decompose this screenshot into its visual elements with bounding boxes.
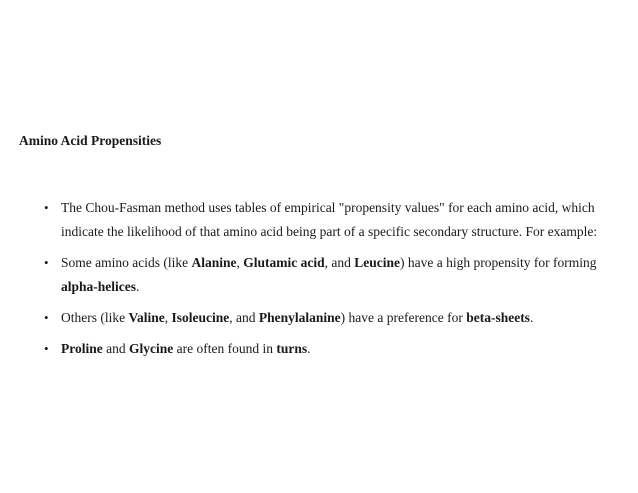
bullet-item — [44, 196, 604, 244]
bullet-item — [44, 337, 604, 361]
bullet-dot-icon: • — [44, 310, 49, 325]
text-segment: ) have a high propensity for forming — [400, 255, 597, 270]
bold-term: Proline — [61, 341, 103, 356]
text-segment: The Chou-Fasman method uses tables of empirical "propensity values" for each amino acid, which indicate the likelihood of that amino acid being part of a specific secondary structure. For example: — [61, 200, 598, 239]
text-segment: Some amino acids (like — [61, 255, 192, 270]
bold-term: Phenylalanine — [258, 310, 341, 325]
bullet-item — [44, 251, 604, 299]
bold-term: alpha-helices — [61, 279, 137, 294]
text-segment: . — [136, 279, 140, 294]
text-segment: are often found in — [173, 341, 277, 356]
bullet-list — [44, 196, 604, 368]
bullet-text — [61, 341, 310, 356]
text-segment: , and — [229, 310, 259, 325]
bold-term: Leucine — [354, 255, 400, 270]
text-segment: and — [102, 341, 129, 356]
text-segment: Others (like — [61, 310, 129, 325]
bullet-item — [44, 306, 604, 330]
bullet-dot-icon: • — [44, 255, 49, 270]
bullet-text — [61, 255, 596, 294]
bold-term: Glycine — [129, 341, 174, 356]
text-segment: . — [529, 310, 534, 325]
bullet-dot-icon: • — [44, 341, 49, 356]
text-segment: ) have a preference for — [340, 310, 467, 325]
bold-term: turns — [276, 341, 308, 356]
bullet-text — [61, 310, 533, 325]
bold-term: Alanine — [191, 255, 237, 270]
text-segment: , and — [324, 255, 355, 270]
bold-term: Valine — [128, 310, 165, 325]
text-segment: , — [164, 310, 172, 325]
bold-term: Glutamic acid — [243, 255, 325, 270]
text-segment: . — [307, 341, 311, 356]
slide-title: Amino Acid Propensities — [19, 133, 162, 148]
text-segment: , — [236, 255, 244, 270]
bold-term: beta-sheets — [466, 310, 530, 325]
bold-term: Isoleucine — [171, 310, 230, 325]
bullet-dot-icon: • — [44, 200, 49, 215]
bullet-text — [61, 200, 597, 239]
